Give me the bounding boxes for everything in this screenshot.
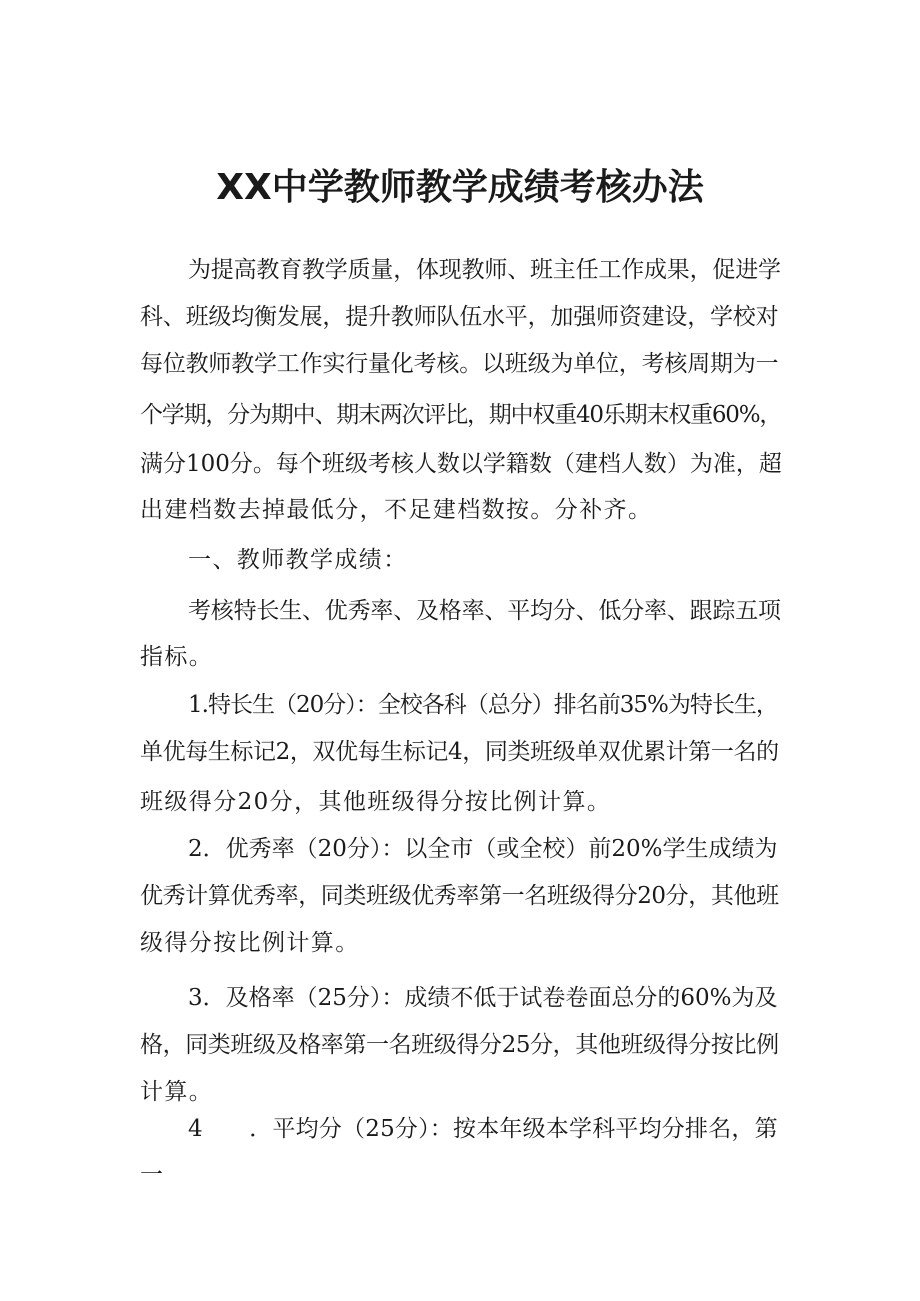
paragraph-line: 优秀计算优秀率，同类班级优秀率第一名班级得分20分，其他班 <box>140 883 779 909</box>
paragraph-line: 4 ．平均分（25分）：按本年级本学科平均分排名，第 <box>188 1116 778 1142</box>
paragraph-line: 个学期，分为期中、期末两次评比，期中权重40乐期末权重60%， <box>140 402 782 428</box>
paragraph-line: 级得分按比例计算。 <box>140 930 360 956</box>
paragraph-line: 班级得分20分，其他班级得分按比例计算。 <box>140 789 612 815</box>
paragraph-line: 出建档数去掉最低分，不足建档数按。分补齐。 <box>140 497 653 523</box>
paragraph-line: 一 <box>140 1162 165 1188</box>
paragraph-line: 单优每生标记2，双优每生标记4，同类班级单双优累计第一名的 <box>140 739 779 765</box>
paragraph-line: 每位教师教学工作实行量化考核。以班级为单位，考核周期为一 <box>140 351 779 377</box>
section-heading: 一、教师教学成绩： <box>188 547 408 573</box>
document-title: XX中学教师教学成绩考核办法 <box>216 167 704 208</box>
paragraph-line: 3．及格率（25分）：成绩不低于试卷卷面总分的60%为及 <box>188 985 778 1011</box>
paragraph-line: 满分100分。每个班级考核人数以学籍数（建档人数）为准，超 <box>140 451 782 477</box>
paragraph-line: 2．优秀率（20分）：以全市（或全校）前20%学生成绩为 <box>188 836 778 862</box>
paragraph-line: 为提高教育教学质量，体现教师、班主任工作成果，促进学 <box>188 257 781 283</box>
paragraph-line: 考核特长生、优秀率、及格率、平均分、低分率、跟踪五项 <box>188 598 781 624</box>
paragraph-line: 1.特长生（20分）：全校各科（总分）排名前35%为特长生， <box>188 692 778 718</box>
paragraph-line: 指标。 <box>140 644 214 670</box>
paragraph-line: 格，同类班级及格率第一名班级得分25分，其他班级得分按比例 <box>140 1032 779 1058</box>
paragraph-line: 科、班级均衡发展，提升教师队伍水平，加强师资建设，学校对 <box>140 304 779 330</box>
paragraph-line: 计算。 <box>140 1079 214 1105</box>
